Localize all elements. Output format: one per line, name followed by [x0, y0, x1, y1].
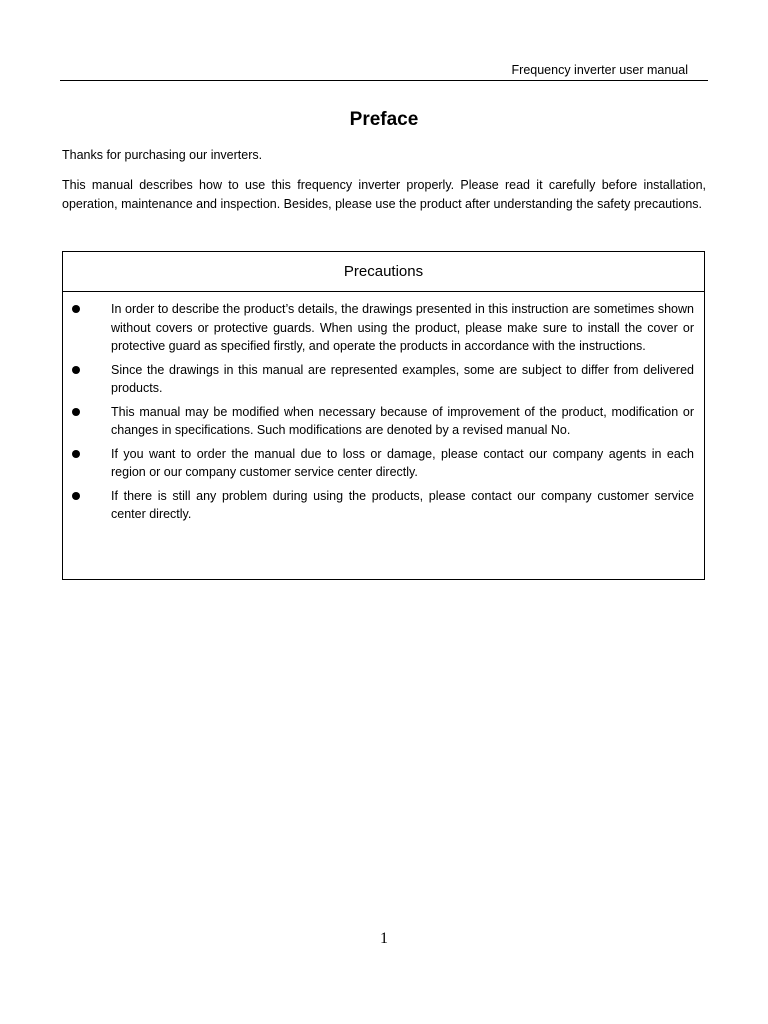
- page-title: Preface: [349, 109, 419, 130]
- precaution-text: If you want to order the manual due to loss or damage, please contact our company agents in each region or our company customer service center directly.: [111, 446, 694, 479]
- precautions-heading: Precautions: [63, 252, 704, 292]
- intro-paragraph-usage: This manual describes how to use this frequency inverter properly. Please read it carefully before installation, operation, maintenance and inspection. Besides, please use the product after understanding the safety precautions.: [62, 178, 706, 211]
- precautions-list: [63, 292, 704, 524]
- list-item: [63, 445, 694, 482]
- bullet-icon: [72, 305, 80, 313]
- list-item: [63, 487, 694, 524]
- running-header: [60, 62, 708, 81]
- precaution-text: Since the drawings in this manual are represented examples, some are subject to differ from delivered products.: [111, 362, 694, 395]
- list-item: [63, 361, 694, 398]
- precaution-text: If there is still any problem during using the products, please contact our company customer service center directly.: [111, 488, 694, 521]
- list-item: [63, 403, 694, 440]
- bullet-icon: [72, 450, 80, 458]
- page-number: 1: [380, 930, 388, 947]
- precaution-text: In order to describe the product’s details, the drawings presented in this instruction are sometimes shown without covers or protective guards. When using the product, please make sure to install the cover or protective guard as specified firstly, and operate the products in accordance with the instructions.: [111, 302, 694, 353]
- running-header-title: Frequency inverter user manual: [511, 63, 688, 77]
- precautions-box: [62, 251, 705, 580]
- intro-paragraph-thanks: Thanks for purchasing our inverters.: [62, 148, 263, 162]
- precaution-text: This manual may be modified when necessary because of improvement of the product, modification or changes in specifications. Such modifications are denoted by a revised manual No.: [111, 404, 694, 437]
- bullet-icon: [72, 408, 80, 416]
- list-item: [63, 300, 694, 356]
- bullet-icon: [72, 366, 80, 374]
- bullet-icon: [72, 492, 80, 500]
